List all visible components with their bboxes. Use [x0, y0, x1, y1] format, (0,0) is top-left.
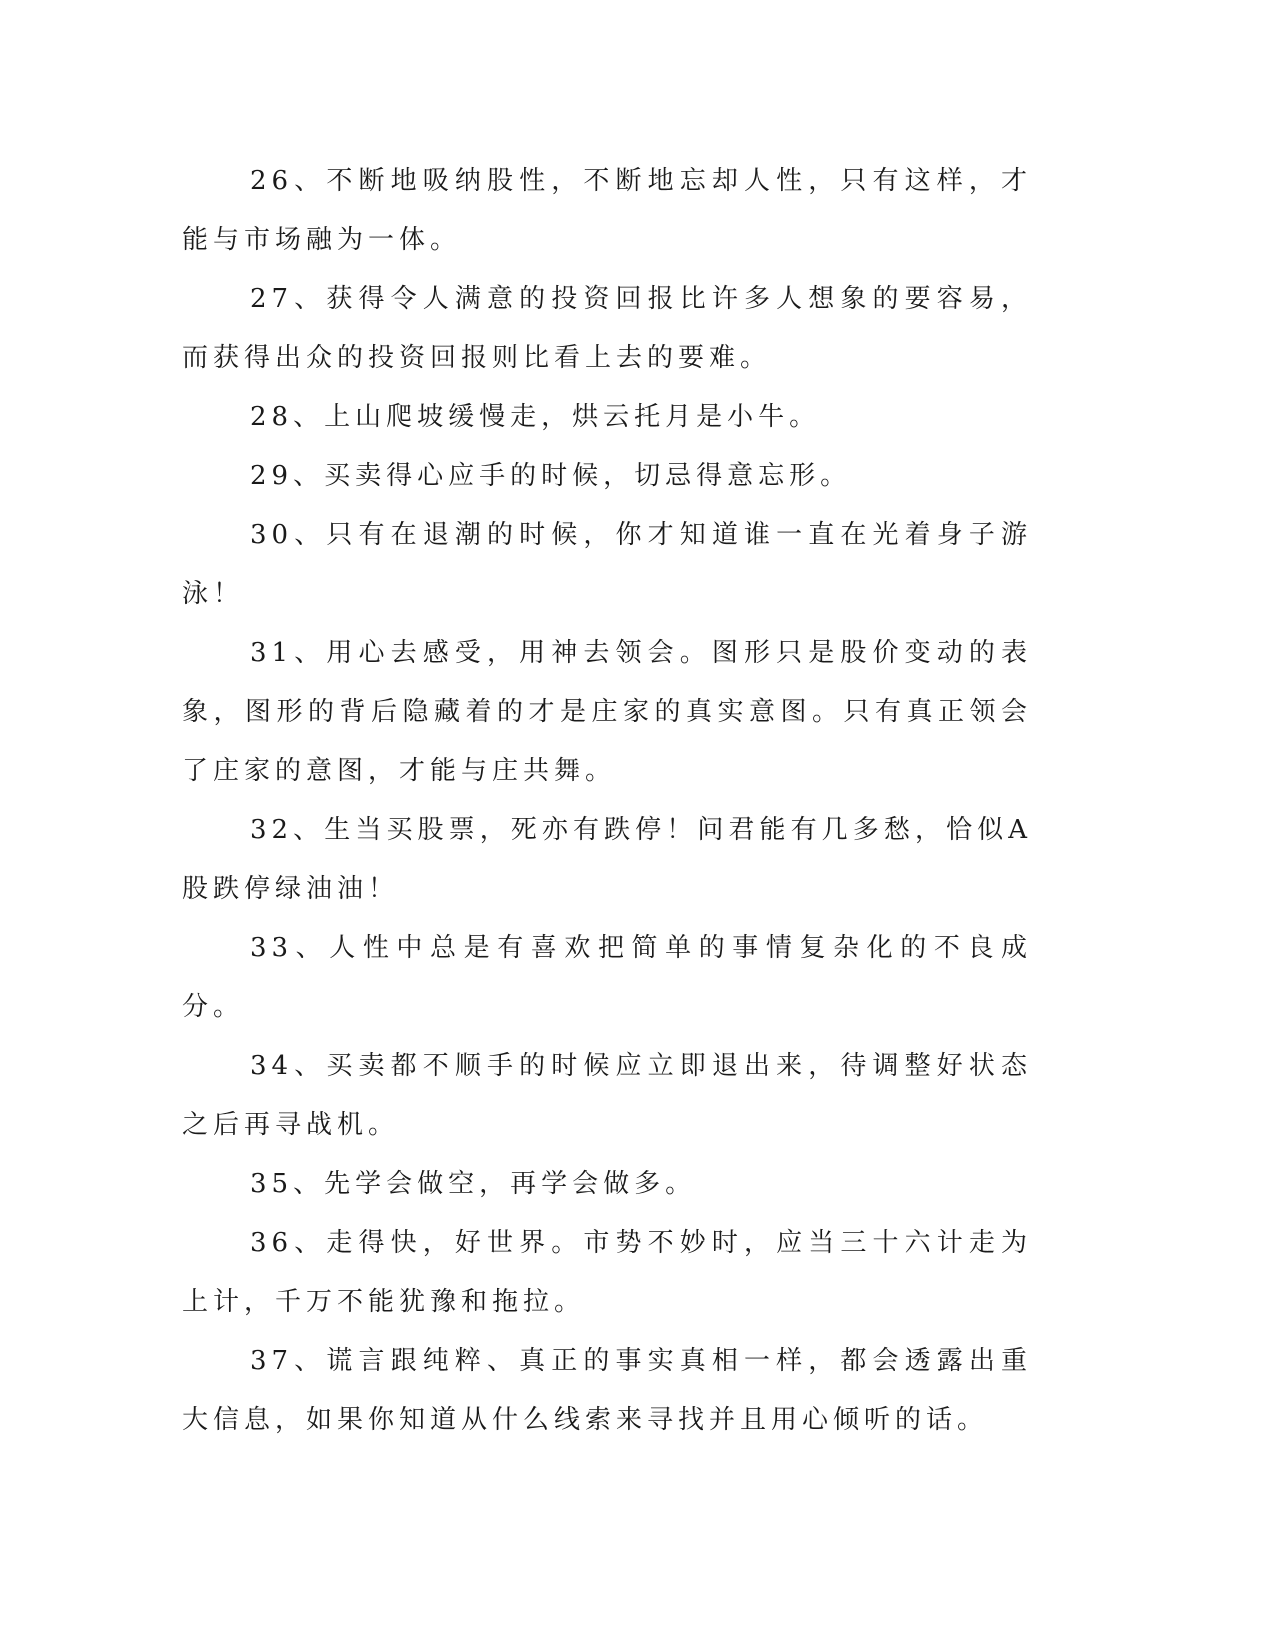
- paragraph-37: 37、谎言跟纯粹、真正的事实真相一样，都会透露出重大信息，如果你知道从什么线索来寻找并且用心倾听的话。: [182, 1346, 1032, 1435]
- paragraph-35: 35、先学会做空，再学会做多。: [250, 1169, 697, 1199]
- paragraph-26: 26、不断地吸纳股性，不断地忘却人性，只有这样，才能与市场融为一体。: [182, 166, 1032, 255]
- paragraph-32: 32、生当买股票，死亦有跌停！问君能有几多愁，恰似A股跌停绿油油！: [182, 815, 1032, 904]
- document-body: [182, 152, 1032, 1450]
- paragraph-28: 28、上山爬坡缓慢走，烘云托月是小牛。: [250, 402, 821, 432]
- paragraph-34: 34、买卖都不顺手的时候应立即退出来，待调整好状态之后再寻战机。: [182, 1051, 1032, 1140]
- paragraph-29: 29、买卖得心应手的时候，切忌得意忘形。: [250, 461, 852, 491]
- paragraph-31: 31、用心去感受，用神去领会。图形只是股价变动的表象，图形的背后隐藏着的才是庄家的真实意图。只有真正领会了庄家的意图，才能与庄共舞。: [182, 638, 1032, 786]
- paragraph-27: 27、获得令人满意的投资回报比许多人想象的要容易，而获得出众的投资回报则比看上去的要难。: [182, 284, 1032, 373]
- paragraph-30: 30、只有在退潮的时候，你才知道谁一直在光着身子游泳！: [182, 520, 1032, 609]
- paragraph-33: 33、人性中总是有喜欢把简单的事情复杂化的不良成分。: [182, 933, 1032, 1022]
- paragraph-36: 36、走得快，好世界。市势不妙时，应当三十六计走为上计，千万不能犹豫和拖拉。: [182, 1228, 1032, 1317]
